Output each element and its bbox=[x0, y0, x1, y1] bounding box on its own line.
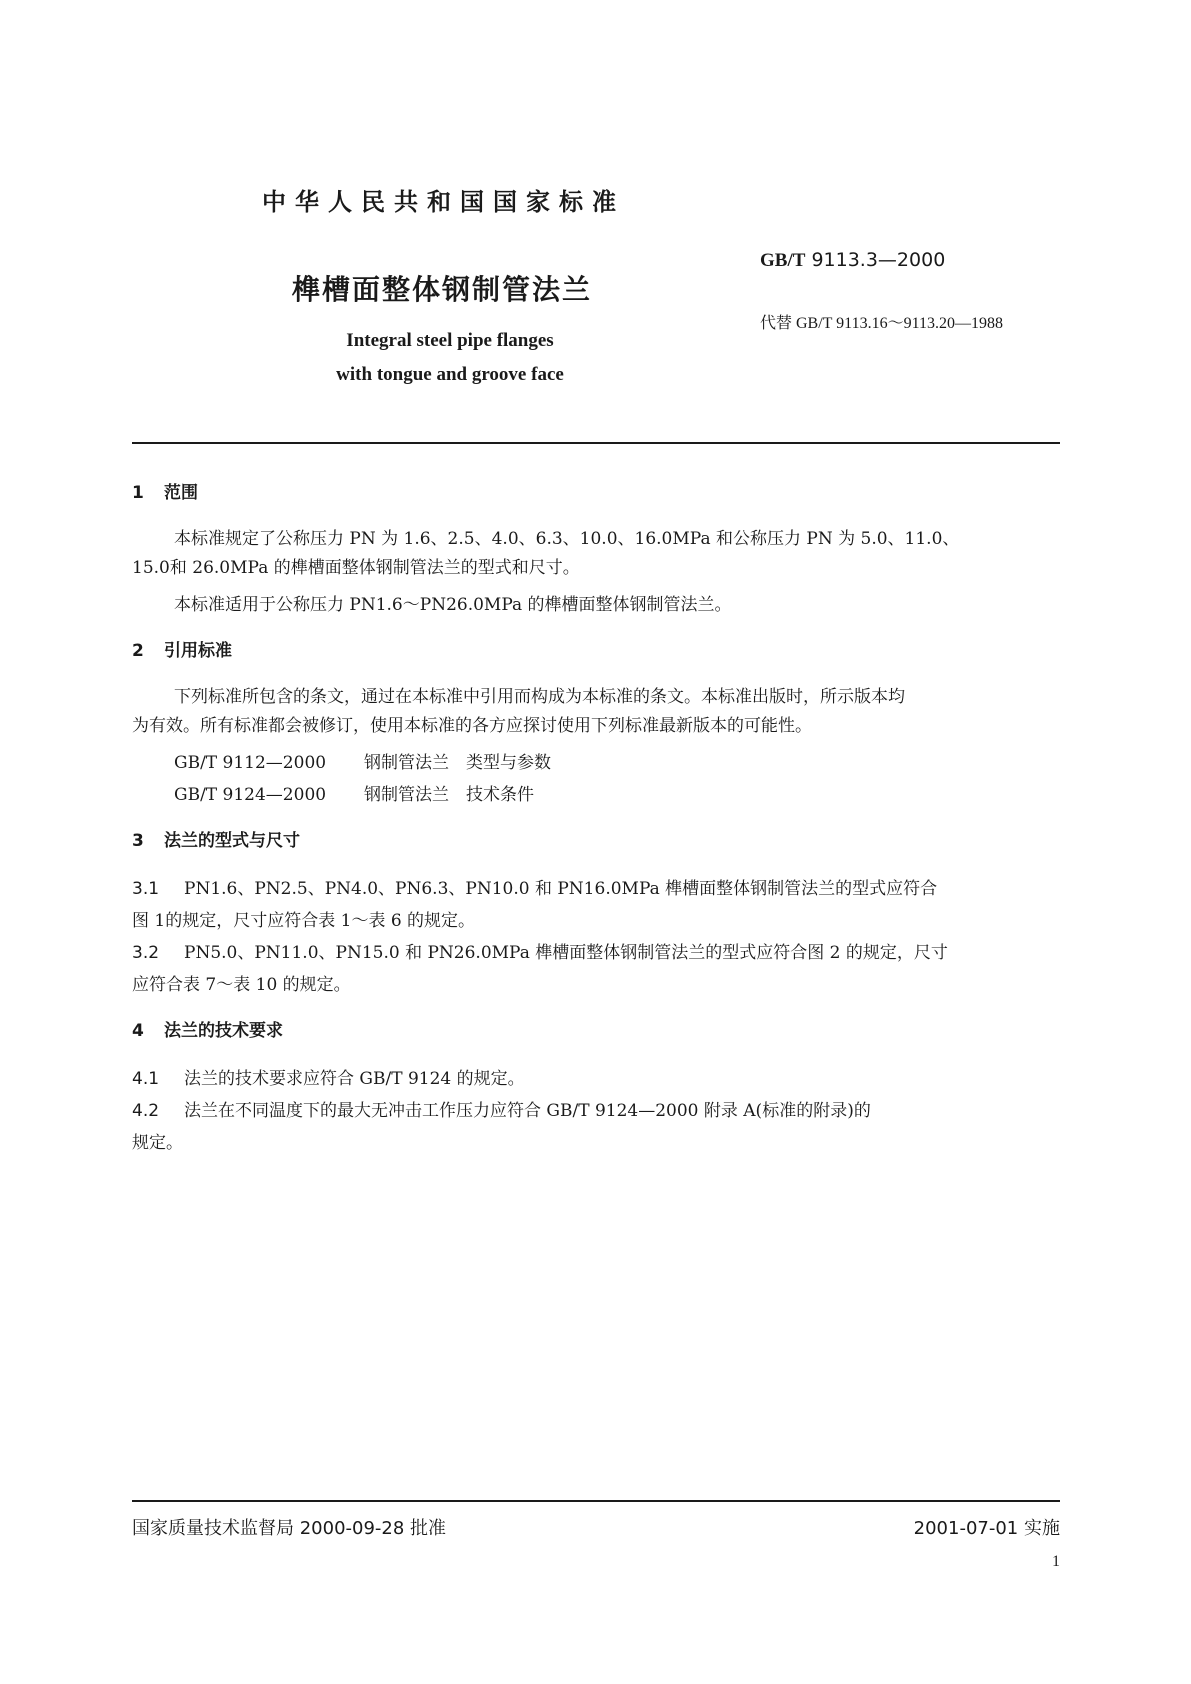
clause-3-2-line-2: 应符合表 7～表 10 的规定。 bbox=[132, 975, 351, 995]
clause-4-2-line-2: 规定。 bbox=[132, 1133, 183, 1153]
clause-3-2-line-1: 3.2 PN5.0、PN11.0、PN15.0 和 PN26.0MPa 榫槽面整体钢制管法兰的型式应符合图 2 的规定，尺寸 bbox=[132, 943, 948, 963]
footer-divider bbox=[132, 1500, 1060, 1502]
section-1-heading: 1 范围 bbox=[132, 483, 198, 503]
english-title-line-2: with tongue and groove face bbox=[336, 364, 564, 385]
section-2-heading: 2 引用标准 bbox=[132, 641, 232, 661]
document-title-chinese: 榫槽面整体钢制管法兰 bbox=[292, 273, 593, 306]
english-title-line-1: Integral steel pipe flanges bbox=[346, 330, 554, 351]
section-3-heading: 3 法兰的型式与尺寸 bbox=[132, 831, 300, 851]
standard-code bbox=[760, 249, 945, 272]
standard-code-prefix: GB/T bbox=[760, 250, 806, 271]
clause-4-1: 4.1 法兰的技术要求应符合 GB/T 9124 的规定。 bbox=[132, 1069, 525, 1089]
clause-3-1-line-1: 3.1 PN1.6、PN2.5、PN4.0、PN6.3、PN10.0 和 PN16.0MPa 榫槽面整体钢制管法兰的型式应符合 bbox=[132, 879, 938, 899]
effective-date: 2001-07-01 实施 bbox=[913, 1518, 1060, 1539]
replaces-note: 代替 GB/T 9113.16～9113.20—1988 bbox=[760, 315, 1003, 332]
section-1-para-2: 本标准适用于公称压力 PN1.6～PN26.0MPa 的榫槽面整体钢制管法兰。 bbox=[174, 595, 732, 615]
approval-note: 国家质量技术监督局 2000-09-28 批准 bbox=[132, 1518, 447, 1539]
header-divider bbox=[132, 442, 1060, 444]
section-2-para-1-line-1: 下列标准所包含的条文，通过在本标准中引用而构成为本标准的条文。本标准出版时，所示版本均 bbox=[174, 687, 905, 707]
national-standard-title: 中华人民共和国国家标准 bbox=[262, 188, 625, 216]
standard-code-number: 9113.3—2000 bbox=[805, 249, 946, 271]
page-number: 1 bbox=[1052, 1553, 1060, 1570]
section-1-para-1-line-2: 15.0和 26.0MPa 的榫槽面整体钢制管法兰的型式和尺寸。 bbox=[132, 558, 580, 578]
reference-item: GB/T 9112—2000 钢制管法兰 类型与参数 bbox=[174, 753, 551, 773]
section-1-para-1-line-1: 本标准规定了公称压力 PN 为 1.6、2.5、4.0、6.3、10.0、16.0MPa 和公称压力 PN 为 5.0、11.0、 bbox=[174, 529, 960, 549]
section-4-heading: 4 法兰的技术要求 bbox=[132, 1021, 283, 1041]
section-2-para-1-line-2: 为有效。所有标准都会被修订，使用本标准的各方应探讨使用下列标准最新版本的可能性。 bbox=[132, 716, 812, 736]
reference-item: GB/T 9124—2000 钢制管法兰 技术条件 bbox=[174, 785, 534, 805]
clause-4-2-line-1: 4.2 法兰在不同温度下的最大无冲击工作压力应符合 GB/T 9124—2000 附录 A(标准的附录)的 bbox=[132, 1101, 871, 1121]
document-title-english bbox=[280, 324, 620, 392]
clause-3-1-line-2: 图 1的规定，尺寸应符合表 1～表 6 的规定。 bbox=[132, 911, 476, 931]
